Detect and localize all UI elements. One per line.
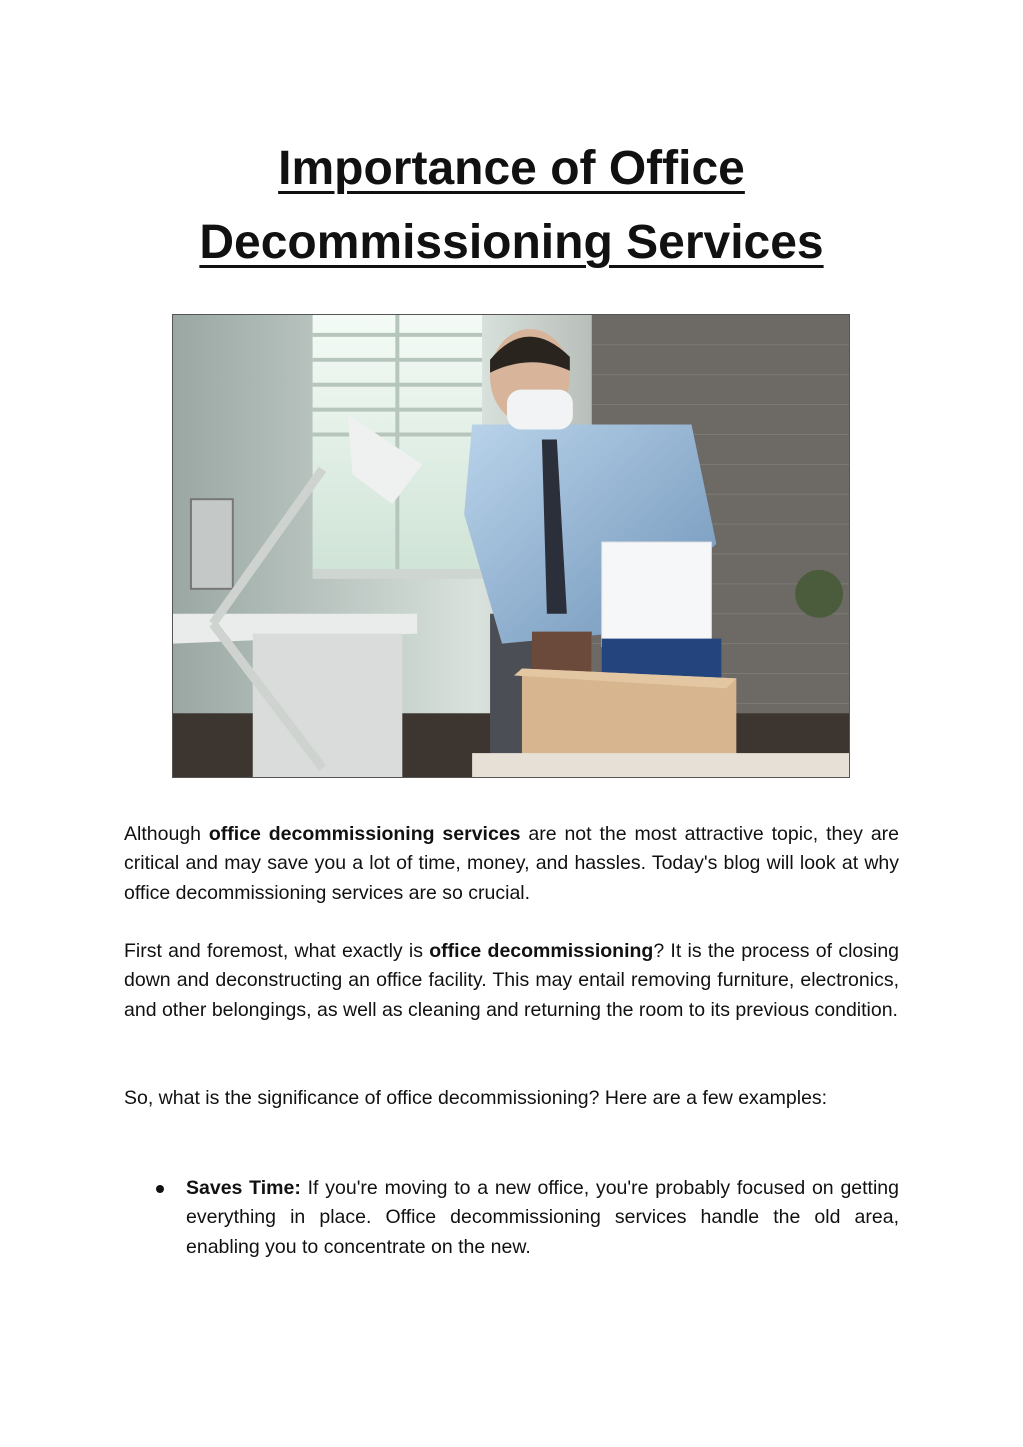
document-title: [100, 132, 923, 280]
bullet-icon: [156, 1185, 164, 1193]
paragraph-definition-bold: office decommissioning: [429, 940, 654, 962]
paragraph-definition: [124, 937, 899, 1025]
paragraph-significance-text: So, what is the significance of office decommissioning? Here are a few examples:: [124, 1087, 828, 1109]
paragraph-intro-bold: office decommissioning services: [208, 823, 521, 845]
list-item-text: If you're moving to a new office, you're probably focused on getting everything in place. Office decommissioning services handle the old area, enabling you to concentrate on the new.: [186, 1177, 899, 1258]
office-illustration: [173, 315, 849, 777]
paragraph-significance: [124, 1084, 899, 1113]
list-item-label: Saves Time:: [186, 1177, 301, 1199]
title-line-1: Importance of Office: [278, 142, 745, 195]
paragraph-intro-post: are not the most attractive topic, they are critical and may save you a lot of time, money, and hassles. Today's blog will look at why office decommissioning services are so crucial.: [124, 823, 900, 904]
paragraph-intro-pre: Although: [124, 823, 209, 845]
benefits-list: [124, 1174, 899, 1262]
list-item: [124, 1174, 899, 1262]
office-photo: [172, 314, 850, 778]
paragraph-intro: [124, 820, 899, 908]
paragraph-definition-post: ? It is the process of closing down and deconstructing an office facility. This may entail removing furniture, electronics, and other belongings, as well as cleaning and returning the room to its previous condition.: [124, 940, 900, 1021]
paragraph-definition-pre: First and foremost, what exactly is: [124, 940, 430, 962]
title-line-2: Decommissioning Services: [199, 216, 824, 269]
